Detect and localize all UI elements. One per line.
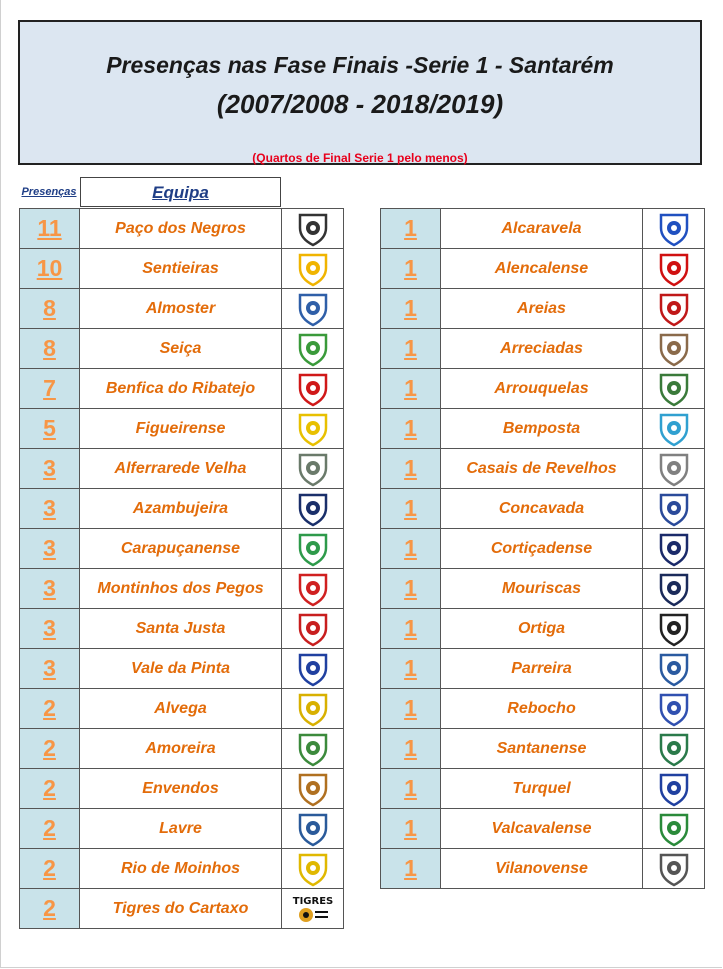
- presence-count: 1: [381, 689, 441, 728]
- crest-icon: [643, 769, 705, 808]
- table-row: [381, 449, 705, 489]
- team-name: Bemposta: [441, 409, 643, 448]
- crest-icon: [282, 649, 344, 688]
- team-name: Envendos: [80, 769, 282, 808]
- crest-icon: [643, 449, 705, 488]
- presence-count: 1: [381, 329, 441, 368]
- crest-icon: [643, 609, 705, 648]
- team-name: Amoreira: [80, 729, 282, 768]
- team-name: Alencalense: [441, 249, 643, 288]
- team-name: Santa Justa: [80, 609, 282, 648]
- crest-icon: [643, 489, 705, 528]
- presence-count: 8: [20, 289, 80, 328]
- crest-icon: [643, 649, 705, 688]
- crest-icon: [643, 289, 705, 328]
- table-row: [20, 409, 344, 449]
- crest-icon: [282, 769, 344, 808]
- team-name: Figueirense: [80, 409, 282, 448]
- team-name: Vale da Pinta: [80, 649, 282, 688]
- column-header-presencas: Presenças: [21, 186, 77, 198]
- page-title: Presenças nas Fase Finais -Serie 1 - Santarém: [106, 52, 614, 78]
- season-range: (2007/2008 - 2018/2019): [216, 89, 504, 119]
- crest-icon: [282, 209, 344, 248]
- crest-icon: [643, 409, 705, 448]
- team-name: Arrouquelas: [441, 369, 643, 408]
- table-row: [381, 609, 705, 649]
- presence-count: 1: [381, 489, 441, 528]
- crest-icon: [282, 489, 344, 528]
- presence-count: 3: [20, 449, 80, 488]
- table-row: [20, 529, 344, 569]
- tiger-logo-icon: [282, 889, 344, 928]
- crest-icon: [643, 249, 705, 288]
- table-row: [381, 489, 705, 529]
- presence-count: 2: [20, 769, 80, 808]
- team-name: Mouriscas: [441, 569, 643, 608]
- team-name: Cortiçadense: [441, 529, 643, 568]
- table-row: [20, 769, 344, 809]
- crest-icon: [282, 809, 344, 848]
- presence-count: 3: [20, 649, 80, 688]
- crest-icon: [643, 849, 705, 888]
- teams-table-left: [19, 208, 344, 929]
- team-name: Tigres do Cartaxo: [80, 889, 282, 928]
- team-name: Turquel: [441, 769, 643, 808]
- crest-icon: [282, 729, 344, 768]
- presence-count: 1: [381, 449, 441, 488]
- table-row: [381, 849, 705, 889]
- team-name: Alferrarede Velha: [80, 449, 282, 488]
- crest-icon: [282, 609, 344, 648]
- crest-icon: [282, 249, 344, 288]
- crest-icon: [282, 529, 344, 568]
- crest-icon: [282, 449, 344, 488]
- team-name: Azambujeira: [80, 489, 282, 528]
- presence-count: 3: [20, 609, 80, 648]
- table-row: [20, 489, 344, 529]
- table-row: [381, 249, 705, 289]
- table-row: [20, 449, 344, 489]
- presence-count: 1: [381, 649, 441, 688]
- presence-count: 1: [381, 529, 441, 568]
- team-name: Carapuçanense: [80, 529, 282, 568]
- presence-count: 2: [20, 689, 80, 728]
- table-row: [381, 809, 705, 849]
- team-name: Alvega: [80, 689, 282, 728]
- title-panel: [18, 20, 702, 165]
- team-name: Casais de Revelhos: [441, 449, 643, 488]
- team-name: Almoster: [80, 289, 282, 328]
- table-row: [20, 889, 344, 929]
- crest-icon: [282, 569, 344, 608]
- table-row: [20, 689, 344, 729]
- table-row: [20, 729, 344, 769]
- table-row: [20, 609, 344, 649]
- table-row: [20, 849, 344, 889]
- presence-count: 1: [381, 609, 441, 648]
- presence-count: 3: [20, 529, 80, 568]
- crest-icon: [643, 209, 705, 248]
- presence-count: 1: [381, 809, 441, 848]
- crest-icon: [282, 849, 344, 888]
- presence-count: 2: [20, 729, 80, 768]
- team-name: Seiça: [80, 329, 282, 368]
- presence-count: 8: [20, 329, 80, 368]
- presence-count: 2: [20, 809, 80, 848]
- presence-count: 1: [381, 769, 441, 808]
- column-header-equipa: Equipa: [80, 177, 281, 207]
- presence-count: 2: [20, 889, 80, 928]
- presence-count: 10: [20, 249, 80, 288]
- team-name: Lavre: [80, 809, 282, 848]
- team-name: Benfica do Ribatejo: [80, 369, 282, 408]
- crest-icon: [282, 689, 344, 728]
- presence-count: 1: [381, 369, 441, 408]
- presence-count: 1: [381, 409, 441, 448]
- crest-icon: [282, 329, 344, 368]
- team-name: Concavada: [441, 489, 643, 528]
- presence-count: 1: [381, 289, 441, 328]
- presence-count: 5: [20, 409, 80, 448]
- crest-icon: [643, 569, 705, 608]
- team-name: Alcaravela: [441, 209, 643, 248]
- table-row: [381, 289, 705, 329]
- presence-count: 11: [20, 209, 80, 248]
- table-row: [381, 209, 705, 249]
- team-name: Areias: [441, 289, 643, 328]
- team-name: Paço dos Negros: [80, 209, 282, 248]
- team-name: Vilanovense: [441, 849, 643, 888]
- table-row: [20, 649, 344, 689]
- crest-icon: [643, 729, 705, 768]
- table-row: [381, 369, 705, 409]
- table-row: [381, 769, 705, 809]
- crest-icon: [643, 369, 705, 408]
- team-name: Rio de Moinhos: [80, 849, 282, 888]
- teams-table-right: [380, 208, 705, 889]
- presence-count: 2: [20, 849, 80, 888]
- table-row: [20, 809, 344, 849]
- table-row: [20, 569, 344, 609]
- crest-icon: [282, 369, 344, 408]
- subtitle-note: (Quartos de Final Serie 1 pelo menos): [252, 151, 468, 165]
- crest-icon: [643, 329, 705, 368]
- crest-icon: [643, 529, 705, 568]
- presence-count: 1: [381, 209, 441, 248]
- table-row: [20, 249, 344, 289]
- presence-count: 3: [20, 569, 80, 608]
- team-name: Santanense: [441, 729, 643, 768]
- table-row: [381, 569, 705, 609]
- presence-count: 1: [381, 729, 441, 768]
- table-row: [381, 689, 705, 729]
- team-name: Valcavalense: [441, 809, 643, 848]
- table-row: [381, 529, 705, 569]
- table-row: [381, 329, 705, 369]
- svg-text:TIGRES: TIGRES: [292, 895, 333, 907]
- presence-count: 7: [20, 369, 80, 408]
- team-name: Arreciadas: [441, 329, 643, 368]
- crest-icon: [643, 689, 705, 728]
- presence-count: 3: [20, 489, 80, 528]
- team-name: Parreira: [441, 649, 643, 688]
- table-row: [381, 409, 705, 449]
- presence-count: 1: [381, 569, 441, 608]
- table-row: [381, 649, 705, 689]
- table-row: [20, 289, 344, 329]
- presence-count: 1: [381, 849, 441, 888]
- table-row: [381, 729, 705, 769]
- table-row: [20, 369, 344, 409]
- team-name: Ortiga: [441, 609, 643, 648]
- table-row: [20, 209, 344, 249]
- table-row: [20, 329, 344, 369]
- crest-icon: [643, 809, 705, 848]
- crest-icon: [282, 289, 344, 328]
- presence-count: 1: [381, 249, 441, 288]
- team-name: Montinhos dos Pegos: [80, 569, 282, 608]
- team-name: Sentieiras: [80, 249, 282, 288]
- crest-icon: [282, 409, 344, 448]
- team-name: Rebocho: [441, 689, 643, 728]
